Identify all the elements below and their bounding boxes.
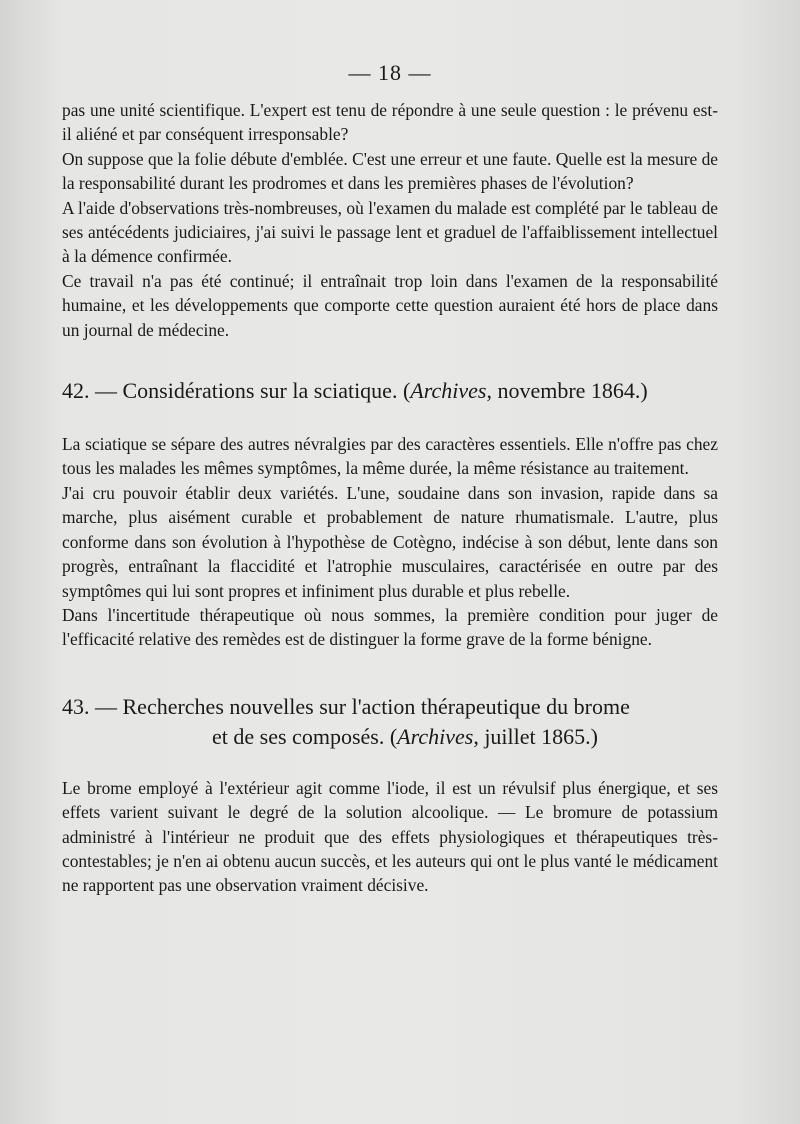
section-number: 43. (62, 693, 90, 719)
page-number: — 18 — (348, 60, 432, 85)
journal-name: Archives (397, 723, 474, 749)
paragraph: A l'aide d'observations très-nombreuses, où l'examen du malade est complété par le tableau de ses antécédents judiciaires, j'ai suivi le passage lent et graduel de l'affaiblissement intellectuel à la démence confirmée. (62, 197, 718, 267)
section-source: (Archives, novembre 1864.) (402, 378, 648, 404)
section-source: (Archives, juillet 1865.) (389, 723, 598, 749)
paragraph: pas une unité scientifique. L'expert est tenu de répondre à une seule question : le prévenu est-il aliéné et par conséquent irresponsable? (62, 100, 718, 145)
paragraph: On suppose que la folie débute d'emblée. C'est une erreur et une faute. Quelle est la mesure de la responsabilité durant les prodromes et dans les premières phases de l'évolution? (62, 148, 718, 194)
section-number: 42. (62, 378, 90, 404)
paragraph: J'ai cru pouvoir établir deux variétés. L'une, soudaine dans son invasion, rapide dans sa marche, plus aisément curable et probablement de nature rhumatismale. L'autre, plus conforme dans son évolution à l'hypothèse de Cotègno, indécise à son début, lente dans son progrès, entraînant la flaccidité et l'atrophie musculaires, caractérisée en outre par des symptômes qui lui sont propres et infiniment plus durable et plus rebelle. (62, 482, 718, 601)
section-heading-42 (62, 376, 718, 406)
paragraph: Ce travail n'a pas été continué; il entraînait trop loin dans l'examen de la responsabilité humaine, et les développements que comporte cette question auraient été hors de place dans un journal de médecine. (62, 270, 718, 340)
text-column (62, 60, 718, 898)
paragraph: La sciatique se sépare des autres névralgies par des caractères essentiels. Elle n'offre pas chez tous les malades les mêmes symptômes, la même durée, la même résistance au traitement. (62, 434, 718, 479)
journal-name: Archives (410, 378, 487, 404)
section-title: — Considérations sur la sciatique. (95, 378, 398, 404)
section-title: — Recherches nouvelles sur l'action thérapeutique du brome (95, 693, 630, 719)
section-title-line2: et de ses composés. (Archives, juillet 1865.) (212, 723, 598, 749)
paragraph: Dans l'incertitude thérapeutique où nous sommes, la première condition pour juger de l'efficacité relative des remèdes est de distinguer la forme grave de la forme bénigne. (62, 604, 718, 650)
section-heading-43 (62, 692, 718, 752)
paragraph: Le brome employé à l'extérieur agit comme l'iode, il est un révulsif plus énergique, et ses effets varient suivant le degré de la solution alcoolique. — Le bromure de potassium administré à l'intérieur ne produit que des effets physiologiques et thérapeutiques très-contestables; je n'en ai obtenu aucun succès, et les auteurs qui ont le plus vanté le médicament ne rapportent pas une observation vraiment décisive. (62, 777, 718, 896)
